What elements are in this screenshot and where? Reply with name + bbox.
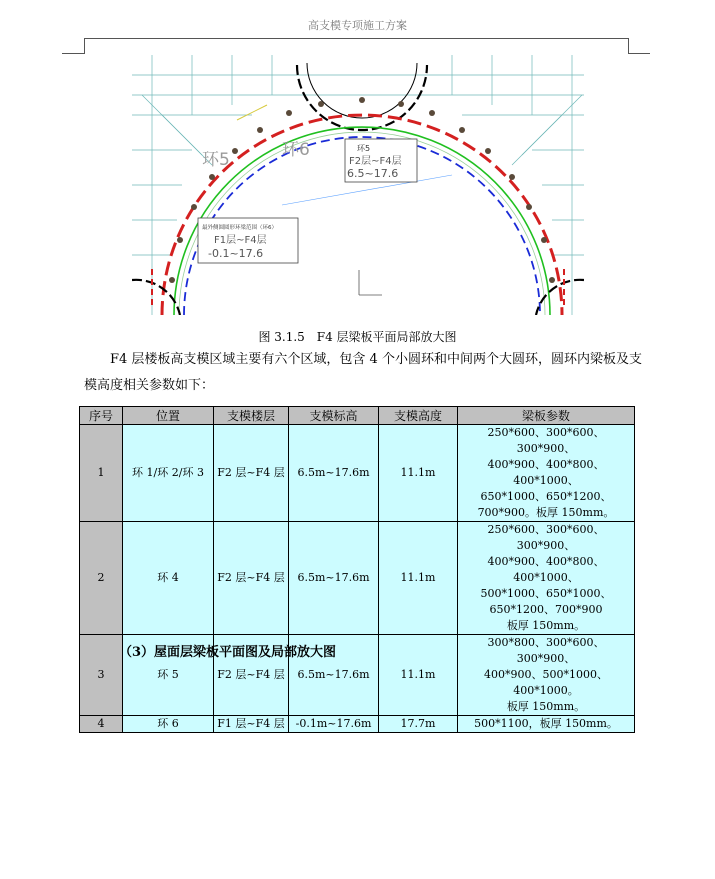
row-no: 2 bbox=[80, 522, 123, 635]
row-height: 11.1m bbox=[379, 425, 458, 522]
row-position: 环 1/环 2/环 3 bbox=[123, 425, 214, 522]
row-params bbox=[458, 716, 635, 733]
header-height: 支模高度 bbox=[379, 407, 458, 425]
param-line: 650*1200、700*900 bbox=[489, 603, 603, 616]
parameter-table bbox=[79, 406, 635, 733]
row-floor: F2 层~F4 层 bbox=[214, 635, 289, 716]
header-params: 梁板参数 bbox=[458, 407, 635, 425]
header-mark-left bbox=[62, 53, 84, 54]
ring6-label: 环6 bbox=[282, 140, 310, 160]
param-line: 700*900。板厚 150mm。 bbox=[477, 506, 615, 519]
header-no: 序号 bbox=[80, 407, 123, 425]
box-right-height: 6.5~17.6 bbox=[347, 167, 399, 180]
header-mark-right bbox=[628, 53, 650, 54]
param-line: 400*900、400*800、400*1000、 bbox=[487, 555, 605, 584]
param-line: 250*600、300*600、300*900、 bbox=[487, 523, 605, 552]
header-floor: 支模楼层 bbox=[214, 407, 289, 425]
table-row bbox=[80, 716, 635, 733]
param-line: 300*800、300*600、300*900、 bbox=[487, 636, 605, 665]
box-left-title: 最外侧圆圆形环梁范围（环6） bbox=[202, 225, 278, 231]
header-corner-right bbox=[628, 38, 629, 54]
param-line: 250*600、300*600、300*900、 bbox=[487, 426, 605, 455]
param-line: 400*900、500*1000、400*1000。 bbox=[484, 668, 608, 697]
row-no: 1 bbox=[80, 425, 123, 522]
section-subheading: （3）屋面层梁板平面图及局部放大图 bbox=[119, 645, 337, 660]
param-line: 400*900、400*800、400*1000、 bbox=[487, 458, 605, 487]
header-corner-left bbox=[84, 38, 85, 54]
row-height: 11.1m bbox=[379, 522, 458, 635]
row-position: 环 5 bbox=[123, 635, 214, 716]
box-left-floor: F1层~F4层 bbox=[214, 235, 267, 246]
row-elevation: 6.5m~17.6m bbox=[289, 425, 379, 522]
param-line: 650*1000、650*1200、 bbox=[480, 490, 612, 503]
param-line: 板厚 150mm。 bbox=[506, 700, 586, 713]
row-no: 3 bbox=[80, 635, 123, 716]
row-floor: F2 层~F4 层 bbox=[214, 425, 289, 522]
row-params bbox=[458, 425, 635, 522]
floor-plan-svg bbox=[132, 55, 584, 315]
row-floor: F1 层~F4 层 bbox=[214, 716, 289, 733]
header-elevation: 支模标高 bbox=[289, 407, 379, 425]
floor-plan-drawing bbox=[132, 55, 584, 315]
row-params bbox=[458, 522, 635, 635]
document-header-title: 高支模专项施工方案 bbox=[308, 19, 407, 32]
grid-lines bbox=[132, 55, 584, 315]
row-height: 17.7m bbox=[379, 716, 458, 733]
axis-marker bbox=[359, 270, 382, 295]
intro-paragraph: F4 层楼板高支模区域主要有六个区域，包含 4 个小圆环和中间两个大圆环，圆环内梁板及支模高度相关参数如下： bbox=[84, 352, 642, 393]
param-line: 500*1000、650*1000、 bbox=[480, 587, 612, 600]
row-elevation: 6.5m~17.6m bbox=[289, 635, 379, 716]
row-no: 4 bbox=[80, 716, 123, 733]
ring5-label: 环5 bbox=[202, 150, 230, 170]
row-floor: F2 层~F4 层 bbox=[214, 522, 289, 635]
row-elevation: -0.1m~17.6m bbox=[289, 716, 379, 733]
row-position: 环 6 bbox=[123, 716, 214, 733]
row-height: 11.1m bbox=[379, 635, 458, 716]
header-rule bbox=[84, 38, 628, 39]
figure-caption: 图 3.1.5 F4 层梁板平面局部放大图 bbox=[258, 330, 457, 344]
row-params bbox=[458, 635, 635, 716]
table-row bbox=[80, 522, 635, 635]
box-right-title: 环5 bbox=[357, 144, 371, 153]
box-left-height: -0.1~17.6 bbox=[208, 247, 264, 260]
row-elevation: 6.5m~17.6m bbox=[289, 522, 379, 635]
row-position: 环 4 bbox=[123, 522, 214, 635]
param-line: 500*1100，板厚 150mm。 bbox=[474, 717, 618, 730]
table-header-row bbox=[80, 407, 635, 425]
param-line: 板厚 150mm。 bbox=[506, 619, 586, 632]
header-position: 位置 bbox=[123, 407, 214, 425]
table-row bbox=[80, 425, 635, 522]
box-right-floor: F2层~F4层 bbox=[349, 156, 402, 167]
